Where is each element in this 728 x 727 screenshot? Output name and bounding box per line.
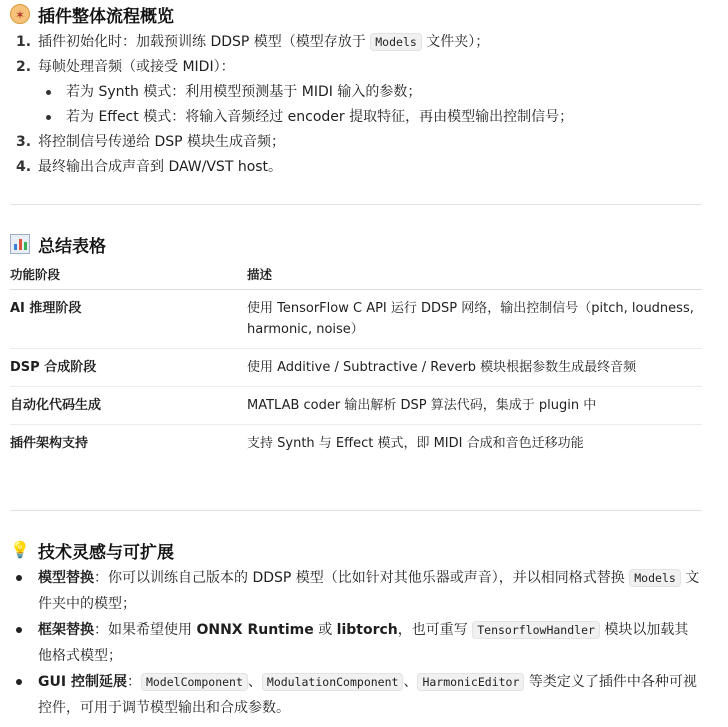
table-row — [10, 349, 702, 387]
bullet-icon — [46, 115, 51, 120]
section-title-flow: ✶ 插件整体流程概览 — [10, 0, 174, 28]
bullet-icon — [16, 679, 22, 685]
list-item: 4. 最终输出合成声音到 DAW/VST host。 — [16, 159, 283, 175]
flow-sub-list — [10, 80, 702, 130]
list-item: 若为 Synth 模式：利用模型预测基于 MIDI 输入的参数； — [10, 80, 702, 105]
bullet-icon — [16, 627, 22, 633]
section-ideas — [10, 536, 174, 564]
bar-chart-icon — [10, 234, 30, 254]
ideas-list — [10, 565, 702, 721]
table-row — [10, 290, 702, 349]
list-item: 2. 每帧处理音频（或接受 MIDI）： — [16, 59, 235, 75]
inline-code: Models — [370, 33, 422, 51]
inline-code: ModulationComponent — [262, 673, 404, 691]
description-cell: MATLAB coder 输出解析 DSP 算法代码，集成于 plugin 中 — [247, 387, 702, 425]
table-row — [10, 387, 702, 425]
stage-cell: AI 推理阶段 — [10, 290, 247, 349]
list-item: 1. 插件初始化时：加载预训练 DDSP 模型（模型存放于 Models 文件夹）； — [16, 34, 490, 50]
section-title-summary: 总结表格 — [10, 230, 106, 258]
inline-code: HarmonicEditor — [417, 673, 524, 691]
description-cell: 支持 Synth 与 Effect 模式，即 MIDI 合成和音色迁移功能 — [247, 436, 584, 451]
stage-cell: 插件架构支持 — [10, 436, 89, 451]
flow-steps-list — [10, 30, 702, 80]
description-cell: 使用 TensorFlow C API 运行 DDSP 网络，输出控制信号（pitch, loudness, harmonic, noise） — [247, 290, 702, 349]
inline-code: TensorflowHandler — [472, 621, 600, 639]
bullet-icon — [16, 575, 22, 581]
divider — [10, 510, 702, 511]
column-header: 描述 — [247, 259, 702, 290]
lightbulb-icon: 💡 — [10, 540, 30, 559]
flow-steps-list-continued — [10, 130, 702, 180]
list-item: 若为 Effect 模式：将输入音频经过 encoder 提取特征，再由模型输出控制信号； — [10, 105, 702, 130]
inline-code: ModelComponent — [141, 673, 248, 691]
summary-table — [10, 259, 702, 462]
inline-code: Models — [629, 569, 681, 587]
stage-cell: DSP 合成阶段 — [10, 349, 247, 387]
description-cell: 使用 Additive / Subtractive / Reverb 模块根据参数生成最终音频 — [247, 349, 702, 387]
divider — [10, 204, 702, 205]
table-header-row — [10, 259, 702, 290]
table-row — [10, 425, 702, 463]
list-item: 3. 将控制信号传递给 DSP 模块生成音频； — [16, 134, 286, 150]
section-summary — [10, 230, 106, 258]
list-item: 模型替换：你可以训练自己版本的 DDSP 模型（比如针对其他乐器或声音），并以相同格式替换 Models 文件夹中的模型； — [10, 565, 702, 617]
list-item: GUI 控制延展： ModelComponent 、 ModulationComponent 、 HarmonicEditor 等类定义了插件中各种可视控件，可用于调节模型输出和合成参数。 — [10, 669, 702, 721]
stage-cell: 自动化代码生成 — [10, 387, 247, 425]
list-item: 框架替换：如果希望使用 ONNX Runtime 或 libtorch，也可重写 TensorflowHandler 模块以加载其他格式模型； — [10, 617, 702, 669]
section-flow-overview — [10, 0, 174, 28]
column-header: 功能阶段 — [10, 259, 247, 290]
bullet-icon — [46, 90, 51, 95]
section-title-ideas: 💡 技术灵感与可扩展 — [10, 540, 174, 563]
compass-icon: ✶ — [10, 4, 30, 24]
